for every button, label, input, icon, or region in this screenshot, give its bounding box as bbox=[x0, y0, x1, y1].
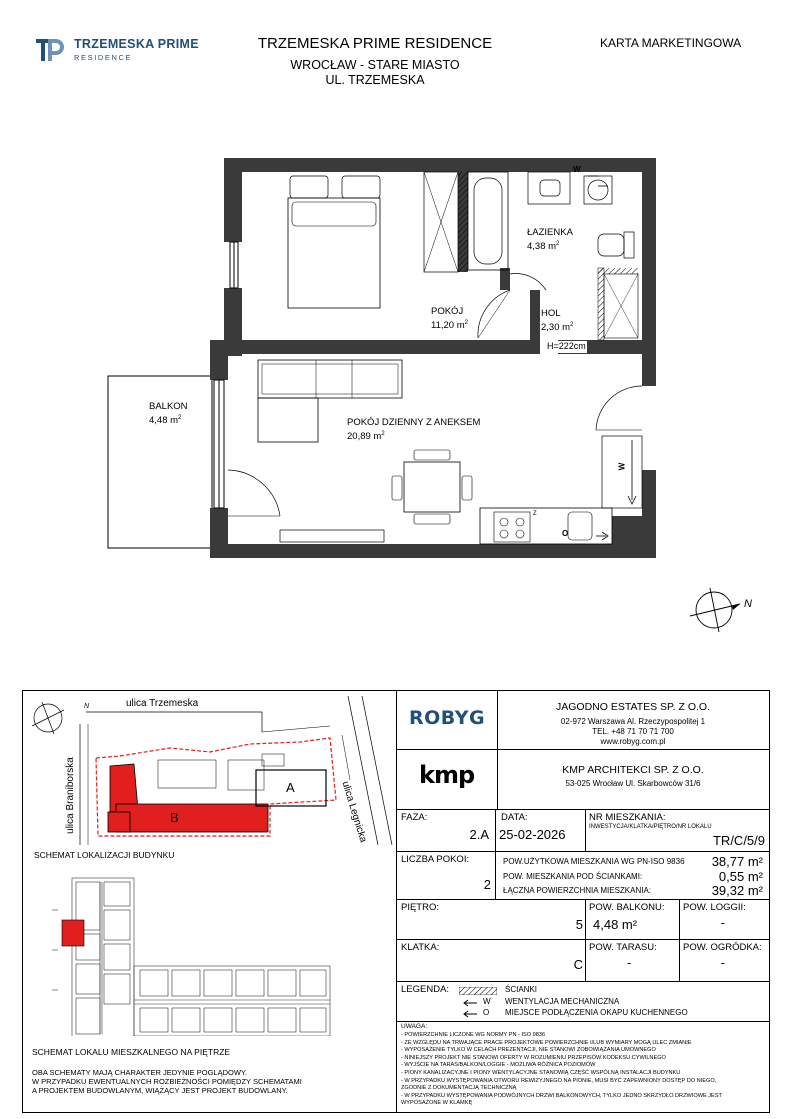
street-label: ulica Trzemeska bbox=[126, 698, 199, 709]
document-type: KARTA MARKETINGOWA bbox=[600, 36, 742, 50]
garden-area-label: POW. OGRÓDKA: bbox=[683, 942, 762, 953]
fridge-mark: Z bbox=[533, 511, 537, 517]
terrace-area-label: POW. TARASU: bbox=[589, 942, 657, 953]
ventilation-mark: W bbox=[617, 462, 627, 471]
room-label-balcony: BALKON 4,48 $m^2$ bbox=[149, 401, 188, 426]
architect-address: 53-025 Wrocław Ul. Skarbowców 31/6 bbox=[565, 779, 701, 788]
faza-label: FAZA: bbox=[401, 812, 428, 823]
rooms-count-value: 2 bbox=[483, 877, 491, 892]
developer-contact: 02-972 Warszawa Al. Rzeczypospolitej 1 TEL. +48 71 70 71 700 www.robyg.com.pl bbox=[560, 717, 706, 746]
room-label-bedroom: POKÓJ 11,20 $m^2$ bbox=[431, 306, 468, 331]
data-label: DATA: bbox=[501, 812, 528, 823]
garden-area-value: - bbox=[720, 955, 725, 970]
usable-area-value: 38,77 m² bbox=[711, 854, 763, 869]
staircase-label: KLATKA: bbox=[401, 942, 440, 953]
robyg-logo: ROBYG bbox=[409, 707, 486, 729]
disclaimer: OBA SCHEMATY MAJĄ CHARAKTER JEDYNIE POGLĄDOWY. W PRZYPADKU EWENTUALNYCH ROZBIEŻNOŚCI POMIĘDZY SCHEMATAMI A PROJEKTEM BUDOWLANYM, WIĄŻĄCY JEST PROJEKT BUDOWLANY. bbox=[32, 1068, 302, 1095]
arrow-icon bbox=[461, 999, 481, 1019]
legend-o-symbol: O bbox=[483, 1008, 490, 1017]
data-value: 25-02-2026 bbox=[499, 827, 566, 842]
site-compass-north-label: N bbox=[84, 703, 90, 710]
room-area: 4,38 m bbox=[527, 240, 557, 252]
legend-hood: MIEJSCE PODŁĄCZENIA OKAPU KUCHENNEGO bbox=[505, 1008, 688, 1017]
room-name: ŁAZIENKA bbox=[527, 227, 573, 238]
architect-name: KMP ARCHITEKCI SP. Z O.O. bbox=[562, 764, 704, 776]
brand-logo-icon bbox=[34, 36, 66, 64]
room-name: POKÓJ DZIENNY Z ANEKSEM bbox=[347, 417, 481, 428]
building-label-a: A bbox=[286, 780, 295, 795]
nr-sublabel: INWESTYCJA/KLATKA/PIĘTRO/NR LOKALU bbox=[589, 824, 712, 830]
page-location: WROCŁAW - STARE MIASTO bbox=[290, 58, 460, 72]
notes-label: UWAGA: bbox=[401, 1023, 428, 1030]
wall-area-label: POW. MIESZKANIA POD ŚCIANKAMI: bbox=[503, 872, 643, 881]
room-area: 11,20 m bbox=[431, 319, 465, 331]
room-label-living-room: POKÓJ DZIENNY Z ANEKSEM 20,89 $m^2$ bbox=[347, 417, 481, 442]
terrace-area-value: - bbox=[627, 955, 632, 970]
page-street: UL. TRZEMESKA bbox=[325, 73, 425, 87]
room-name: BALKON bbox=[149, 401, 188, 412]
room-area: 2,30 m bbox=[541, 321, 571, 333]
balcony-area-label: POW. BALKONU: bbox=[589, 902, 665, 913]
ceiling-height: H=222cm bbox=[547, 341, 586, 351]
ventilation-mark: W bbox=[573, 165, 581, 174]
legend-w-symbol: W bbox=[483, 997, 491, 1006]
legend-ventilation: WENTYLACJA MECHANICZNA bbox=[505, 997, 620, 1006]
floor-caption: SCHEMAT LOKALU MIESZKALNEGO NA PIĘTRZE bbox=[32, 1047, 231, 1057]
site-caption: SCHEMAT LOKALIZACJI BUDYNKU bbox=[34, 850, 175, 860]
nr-value: TR/C/5/9 bbox=[712, 833, 765, 848]
room-area: 4,48 m bbox=[149, 414, 179, 426]
floor-label: PIĘTRO: bbox=[401, 902, 440, 913]
room-label-hall: HOL 2,30 $m^2$ bbox=[541, 308, 574, 333]
info-table bbox=[396, 690, 770, 1113]
page-title: TRZEMESKA PRIME RESIDENCE bbox=[257, 35, 493, 52]
street-label: ulica Legnicka bbox=[339, 780, 369, 844]
street-label: ulica Braniborska bbox=[64, 757, 76, 834]
apartment-floor-plan bbox=[100, 150, 660, 570]
site-location-map bbox=[30, 686, 396, 846]
brand-subtitle: RESIDENCE bbox=[74, 53, 133, 62]
balcony-area-value: 4,48 m² bbox=[593, 917, 638, 932]
divider bbox=[22, 1112, 396, 1113]
loggia-area-label: POW. LOGGII: bbox=[683, 902, 746, 913]
room-area: 20,89 m bbox=[347, 430, 382, 442]
floor-value: 5 bbox=[575, 917, 583, 932]
wall-area-value: 0,55 m² bbox=[718, 869, 763, 884]
building-label-b: B bbox=[170, 810, 179, 825]
legend-label: LEGENDA: bbox=[401, 984, 450, 995]
room-name: POKÓJ bbox=[431, 306, 464, 317]
hood-connection-mark: O bbox=[562, 529, 569, 538]
total-area-value: 39,32 m² bbox=[711, 883, 763, 898]
notes-list: - POWIERZCHNIE LICZONE WG NORMY PN - ISO 9836 - ZE WZGLĘDU NA TRWAJĄCE PRACE PROJEKTOWE POWIERZCHNIE I/LUB WYMIARY MOGĄ ULEC ZMIANIE - WYPOSAŻENIE TYLKO W CELACH PREZENTACJI, NIE STANOWI ZOBOWIĄZANIA UMOWNEGO - NINIEJSZY PROJEKT NIE STANOWI OFERTY W ROZUMIENIU PRZEPISÓW KODEKSU CYWILNEGO - WYJŚCIE NA TARAS/BALKON/LOGGIE - MOŻLIWA RÓŻNICA POZIOMÓW - PIONY KANALIZACYJNE I PIONY WENTYLACYJNE STANOWIĄ CZĘŚĆ WSPÓLNĄ INSTALACJI BUDYNKU - W PRZYPADKU WYSTĘPOWANIA OTWORU REWIZYJNEGO NA PIONIE, MUSI BYĆ ZAPEWNIONY DOSTĘP DO NIEGO, ZGODNIE Z DOKUMENTACJĄ TECHNICZNĄ - W PRZYPADKU WYSTĘPOWANIA PODWÓJNYCH DRZWI BALKONOWYCH, TYLKO JEDNO SKRZYDŁO DRZWIOWE JEST WYPOSAŻONE W KLAMKĘ bbox=[401, 1032, 722, 1107]
usable-area-label: POW.UŻYTKOWA MIESZKANIA WG PN-ISO 9836 bbox=[503, 857, 685, 866]
rooms-count-label: LICZBA POKOI: bbox=[401, 854, 470, 865]
partition-hatch-icon bbox=[459, 987, 497, 995]
room-name: HOL bbox=[541, 308, 561, 319]
divider bbox=[22, 690, 23, 1113]
compass-north-label: N bbox=[744, 598, 752, 610]
kmp-logo: kmp bbox=[419, 761, 475, 789]
brand-name: TRZEMESKA PRIME bbox=[74, 37, 199, 51]
developer-name: JAGODNO ESTATES SP. Z O.O. bbox=[555, 701, 711, 713]
faza-value: 2.A bbox=[469, 827, 489, 842]
staircase-value: C bbox=[573, 957, 583, 972]
floor-schematic bbox=[52, 876, 332, 1036]
nr-label: NR MIESZKANIA: bbox=[589, 812, 666, 823]
compass-icon bbox=[688, 584, 748, 636]
total-area-label: ŁĄCZNA POWIERZCHNIA MIESZKANIA: bbox=[503, 886, 652, 895]
legend-walls: ŚCIANKI bbox=[505, 985, 538, 994]
loggia-area-value: - bbox=[720, 915, 725, 930]
room-label-bathroom: ŁAZIENKA 4,38 $m^2$ bbox=[527, 227, 573, 252]
